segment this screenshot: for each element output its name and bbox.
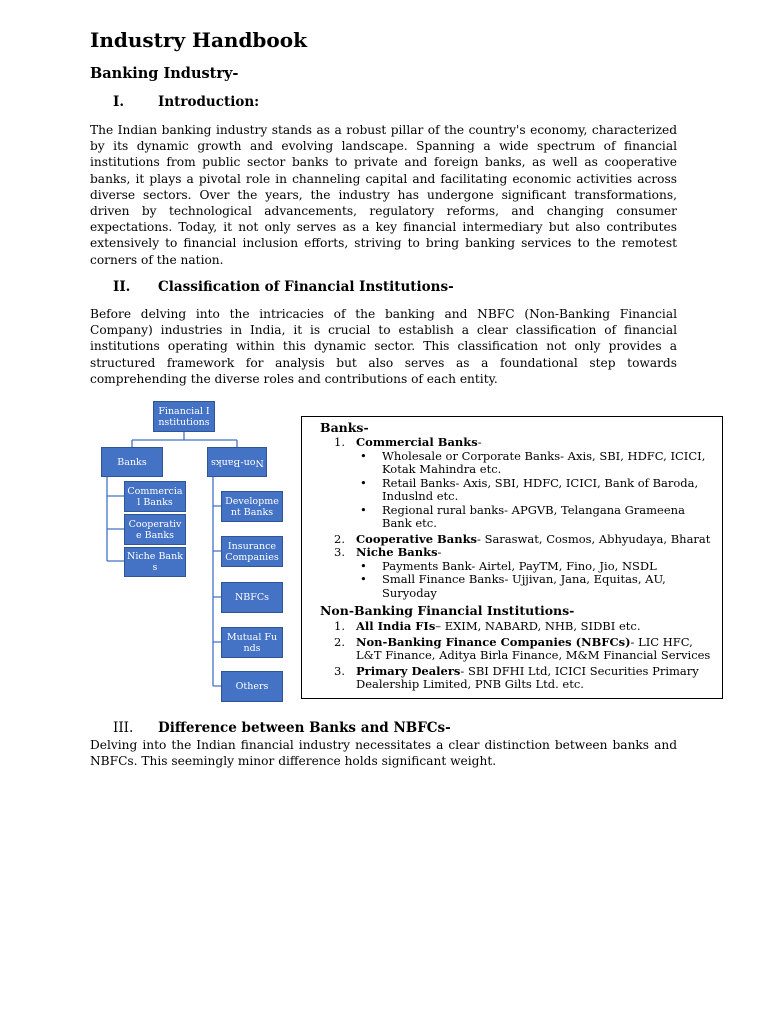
node-cooperative-banks: Cooperative Banks bbox=[124, 514, 186, 545]
heading-number: I. bbox=[113, 94, 125, 110]
document-title: Industry Handbook bbox=[90, 28, 307, 52]
nbfi-heading: Non-Banking Financial Institutions- bbox=[320, 603, 575, 618]
niche-banks-bullets bbox=[356, 560, 714, 601]
list-item: • Regional rural banks- APGVB, Telangana Grameena Bank etc. bbox=[360, 502, 685, 530]
commercial-banks-bullets bbox=[356, 450, 714, 531]
node-others: Others bbox=[221, 671, 283, 702]
list-item: • Payments Bank- Airtel, PayTM, Fino, Jio, NSDL bbox=[360, 558, 657, 573]
difference-paragraph: Delving into the Indian financial industry necessitates a clear distinction between banks and NBFCs. This seemingly minor difference holds significant weight. bbox=[90, 738, 677, 769]
intro-paragraph: The Indian banking industry stands as a robust pillar of the country's economy, characterized by its dynamic growth and evolving landscape. Spanning a wide spectrum of financial institutions from public sector banks to private and foreign banks, as well as cooperative banks, it plays a pivotal role in channeling capital and facilitating economic activities across diverse sectors. Over the years, the industry has undergone significant transformations, driven by technological advancements, regulatory reforms, and changing consumer expectations. Today, it not only serves as a key financial intermediary but also contributes extensively to financial inclusion efforts, striving to bring banking services to the remotest corners of the nation. bbox=[90, 123, 677, 267]
list-item: 3. Niche Banks- • Payments Bank- Airtel, PayTM, Fino, Jio, NSDL • Small Finance Banks- Ujjivan, Jana, Equitas, AU, Suryoday bbox=[334, 546, 714, 600]
list-item: 2. Cooperative Banks- Saraswat, Cosmos, Abhyudaya, Bharat bbox=[334, 531, 711, 546]
node-banks: Banks bbox=[101, 447, 163, 477]
list-item: • Retail Banks- Axis, SBI, HDFC, ICICI, Bank of Baroda, Induslnd etc. bbox=[360, 475, 699, 503]
list-item: 2. Non-Banking Finance Companies (NBFCs)- LIC HFC, L&T Finance, Aditya Birla Finance, M&M Financial Services bbox=[334, 634, 711, 662]
list-item: • Wholesale or Corporate Banks- Axis, SBI, HDFC, ICICI, Kotak Mahindra etc. bbox=[360, 448, 706, 476]
node-development-banks: Development Banks bbox=[221, 491, 283, 522]
node-non-banks: Non-Banks bbox=[207, 447, 267, 477]
nbfi-list bbox=[334, 620, 714, 692]
heading-number: III. bbox=[113, 720, 134, 736]
node-insurance-companies: Insurance Companies bbox=[221, 536, 283, 567]
node-commercial-banks: Commercial Banks bbox=[124, 481, 186, 512]
classification-box bbox=[301, 416, 723, 699]
node-financial-institutions: Financial Institutions bbox=[153, 401, 215, 432]
heading-text: Difference between Banks and NBFCs- bbox=[158, 720, 451, 736]
heading-number: II. bbox=[113, 279, 131, 295]
node-niche-banks: Niche Banks bbox=[124, 547, 186, 577]
list-item: 1. Commercial Banks- • Wholesale or Corporate Banks- Axis, SBI, HDFC, ICICI, Kotak Mahindra etc. • Retail Banks- Axis, SBI, HDFC, ICICI, Bank of Baroda, Induslnd etc. • Regional rural banks- APGVB, Telangana Grameena Bank etc. bbox=[334, 436, 714, 531]
banks-list bbox=[334, 436, 714, 600]
heading-difference bbox=[113, 720, 451, 736]
banks-heading: Banks- bbox=[320, 420, 369, 435]
heading-text: Classification of Financial Institutions- bbox=[158, 279, 454, 295]
list-item: 3. Primary Dealers- SBI DFHI Ltd, ICICI Securities Primary Dealership Limited, PNB Gilts Ltd. etc. bbox=[334, 663, 699, 691]
list-item: 1. All India FIs– EXIM, NABARD, NHB, SIDBI etc. bbox=[334, 619, 641, 633]
node-nbfcs: NBFCs bbox=[221, 582, 283, 613]
list-item: • Small Finance Banks- Ujjivan, Jana, Equitas, AU, Suryoday bbox=[360, 572, 666, 600]
node-mutual-funds: Mutual Funds bbox=[221, 627, 283, 658]
classification-paragraph: Before delving into the intricacies of the banking and NBFC (Non-Banking Financial Company) industries in India, it is crucial to establish a clear classification of financial institutions operating within this dynamic sector. This classification not only provides a structured framework for analysis but also serves as a foundational step towards comprehending the diverse roles and contributions of each entity. bbox=[90, 307, 677, 386]
section-title: Banking Industry- bbox=[90, 65, 239, 82]
heading-text: Introduction: bbox=[158, 94, 260, 110]
